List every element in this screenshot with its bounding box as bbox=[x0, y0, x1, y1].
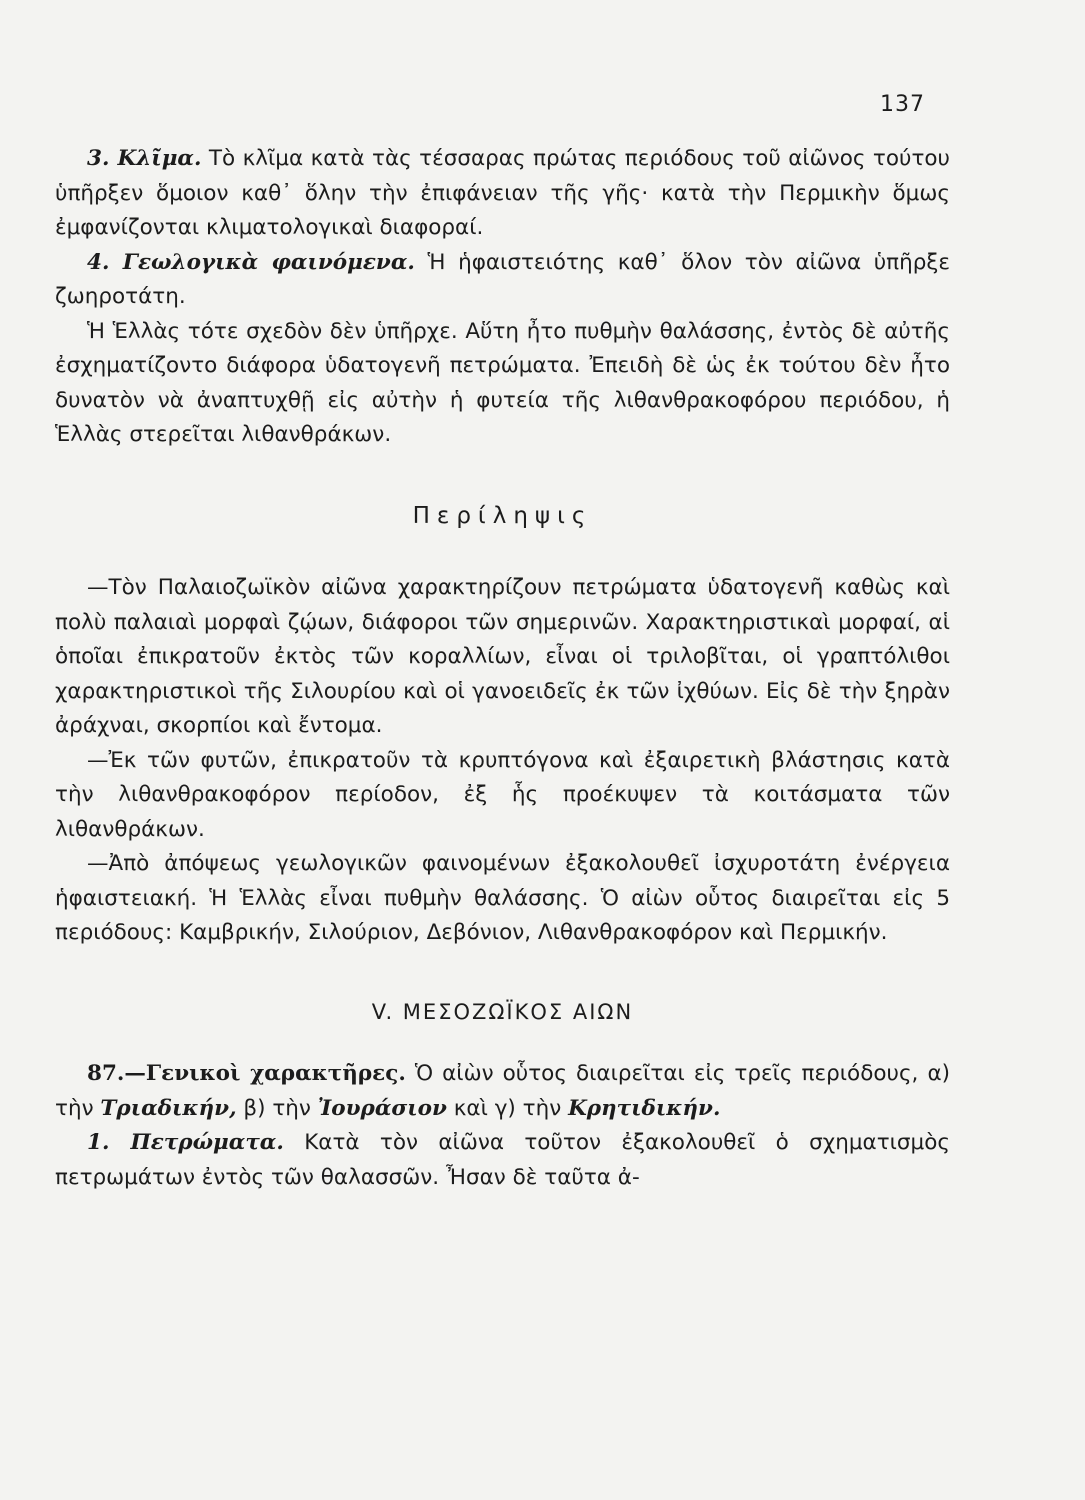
paragraph-rocks bbox=[55, 1126, 950, 1195]
general-text-3: καὶ γ) τὴν bbox=[446, 1095, 569, 1121]
jurassic-term: Ἰουράσιον bbox=[317, 1095, 447, 1121]
paragraph-climate bbox=[55, 142, 950, 246]
summary-paragraph-1: —Τὸν Παλαιοζωϊκὸν αἰῶνα χαρακτηρίζουν πετρώματα ὑδατογενῆ καθὼς καὶ πολὺ παλαιαὶ μορφαὶ ζῴων, διάφοροι τῶν σημερινῶν. Χαρακτηριστικαὶ μορφαί, αἱ ὁποῖαι ἐπικρατοῦν ἐκτὸς τῶν κοραλλίων, εἶναι οἱ τριλοβῖται, οἱ γραπτόλιθοι χαρακτηριστικοὶ τῆς Σιλουρίου καὶ οἱ γανοειδεῖς ἐκ τῶν ἰχθύων. Εἰς δὲ τὴν ξηρὰν ἀράχναι, σκορπίοι καὶ ἔντομα. bbox=[55, 575, 950, 738]
paragraph-greece: Ἡ Ἑλλὰς τότε σχεδὸν δὲν ὑπῆρχε. Αὕτη ἦτο πυθμὴν θαλάσσης, ἐντὸς δὲ αὐτῆς ἐσχηματίζοντο διάφορα ὑδατογενῆ πετρώματα. Ἐπειδὴ δὲ ὡς ἐκ τούτου δὲν ἦτο δυνατὸν νὰ ἀναπτυχθῇ εἰς αὐτὴν ἡ φυτεία τῆς λιθανθρακοφόρου περιόδου, ἡ Ἑλλὰς στερεῖται λιθανθράκων. bbox=[55, 318, 950, 447]
summary-paragraph-3: —Ἀπὸ ἀπόψεως γεωλογικῶν φαινομένων ἐξακολουθεῖ ἰσχυροτάτη ἐνέργεια ἡφαιστειακή. Ἡ Ἑλλὰς εἶναι πυθμὴν θαλάσσης. Ὁ αἰὼν οὗτος διαιρεῖται εἰς 5 περιόδους: Καμβρικήν, Σιλούριον, Δεβόνιον, Λιθανθρακοφόρον καὶ Περμικήν. bbox=[55, 851, 950, 945]
geology-text: Ἡ ἡφαιστειότης καθ᾽ ὅλον τὸν αἰῶνα ὑπῆρξε ζωηροτάτη. bbox=[55, 249, 950, 309]
triassic-term: Τριαδικήν, bbox=[100, 1095, 237, 1121]
rocks-text: Κατὰ τὸν αἰῶνα τοῦτον ἐξακολουθεῖ ὁ σχηματισμὸς πετρωμάτων ἐντὸς τῶν θαλασσῶν. Ἦσαν δὲ ταῦτα ἀ- bbox=[55, 1130, 950, 1190]
general-characteristics-heading: 87.—Γενικοὶ χαρακτῆρες. bbox=[87, 1061, 406, 1086]
mesozoic-heading: V. ΜΕΣΟΖΩΪΚΟΣ ΑΙΩΝ bbox=[371, 999, 634, 1024]
cretaceous-term: Κρητιδικήν. bbox=[568, 1095, 721, 1121]
rocks-heading: 1. Πετρώματα. bbox=[87, 1130, 284, 1155]
general-text-1: Ὁ αἰὼν οὗτος διαιρεῖται εἰς τρεῖς περιόδους, α) τὴν bbox=[55, 1061, 950, 1121]
climate-text: Τὸ κλῖμα κατὰ τὰς τέσσαρας πρώτας περιόδους τοῦ αἰῶνος τούτου ὑπῆρξεν ὅμοιον καθ᾽ ὅλην τὴν ἐπιφάνειαν τῆς γῆς· κατὰ τὴν Περμικὴν ὅμως ἐμφανίζονται κλιματολογικαὶ διαφοραί. bbox=[55, 146, 950, 240]
summary-heading: Περίληψις bbox=[412, 502, 593, 529]
summary-paragraph-2: —Ἐκ τῶν φυτῶν, ἐπικρατοῦν τὰ κρυπτόγονα καὶ ἐξαιρετικὴ βλάστησις κατὰ τὴν λιθανθρακοφόρον περίοδον, ἐξ ἧς προέκυψεν τὰ κοιτάσματα τῶν λιθανθράκων. bbox=[55, 747, 950, 842]
paragraph-geology bbox=[55, 246, 950, 315]
page-body bbox=[55, 142, 950, 1195]
paragraph-general-characteristics bbox=[55, 1057, 950, 1126]
general-text-2: β) τὴν bbox=[236, 1095, 318, 1121]
climate-heading: 3. Κλῖμα. bbox=[87, 146, 202, 171]
page-number: 137 bbox=[880, 92, 925, 117]
geology-heading: 4. Γεωλογικὰ φαινόμενα. bbox=[87, 249, 415, 275]
